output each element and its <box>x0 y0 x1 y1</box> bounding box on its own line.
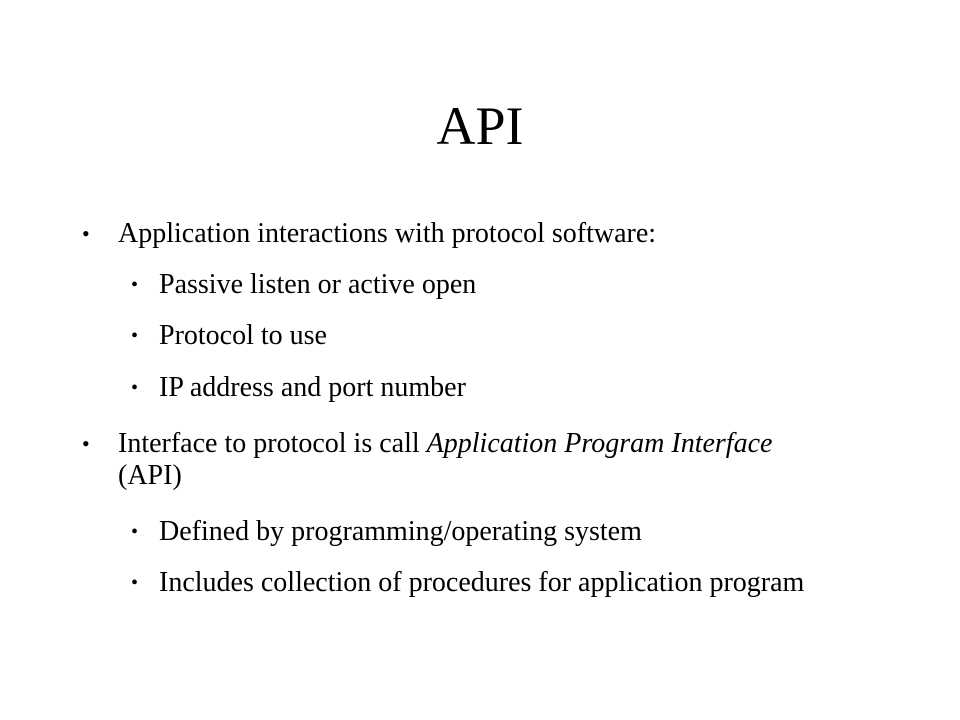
sub-bullet-item-2 <box>131 320 859 352</box>
bullet-text: Includes collection of procedures for application program <box>159 567 805 598</box>
bullet-item-1 <box>82 218 898 250</box>
bullet-icon: • <box>82 431 90 456</box>
bullet-icon: • <box>131 572 139 594</box>
bullet-text: Protocol to use <box>159 320 327 351</box>
bullet-text-end: (API) <box>118 460 182 491</box>
bullet-icon: • <box>131 521 139 543</box>
bullet-icon: • <box>131 377 139 399</box>
bullet-text: Defined by programming/operating system <box>159 516 642 547</box>
sub-bullet-item-5 <box>131 567 809 599</box>
bullet-text-emphasis: Application Program Interface <box>426 428 773 459</box>
slide-title: API <box>436 96 524 156</box>
bullet-text: IP address and port number <box>159 372 466 403</box>
bullet-text: Passive listen or active open <box>159 269 477 300</box>
bullet-text: Application interactions with protocol software: <box>118 218 657 249</box>
sub-bullet-item-3 <box>131 372 859 404</box>
bullet-icon: • <box>82 221 90 246</box>
sub-bullet-item-1 <box>131 269 859 301</box>
bullet-item-2 <box>82 428 908 492</box>
bullet-text-start: Interface to protocol is call <box>118 428 427 459</box>
bullet-icon: • <box>131 274 139 296</box>
bullet-icon: • <box>131 325 139 347</box>
sub-bullet-item-4 <box>131 516 859 548</box>
